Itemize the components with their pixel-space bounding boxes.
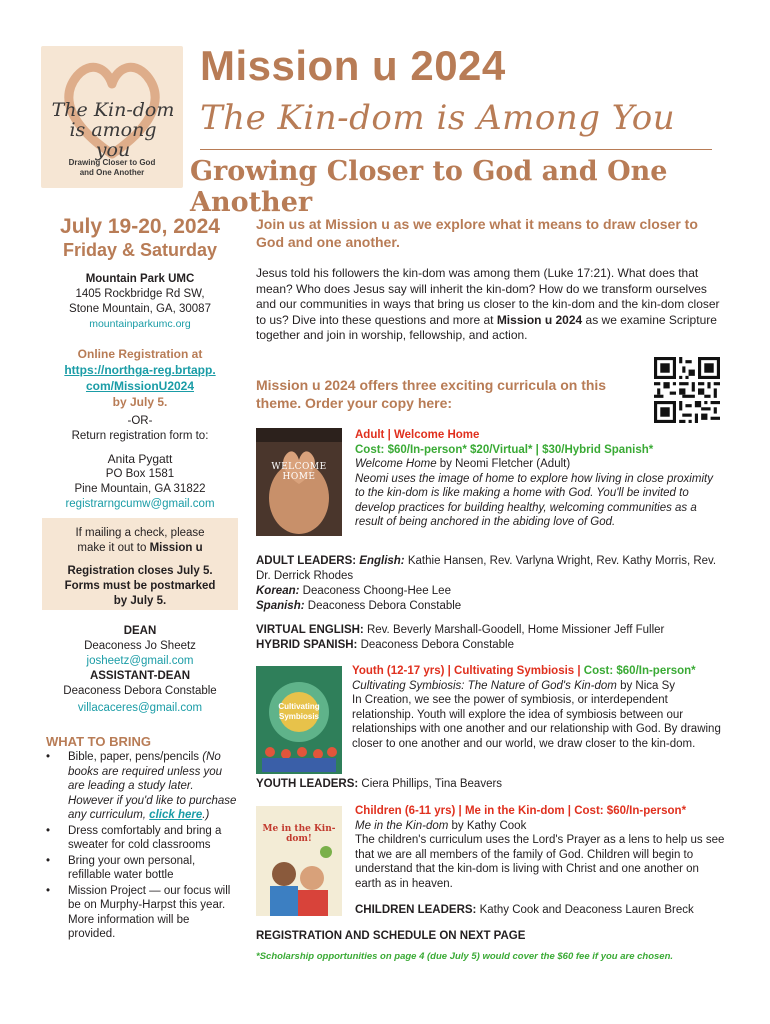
venue-block [42, 272, 238, 332]
dean-label: DEAN [123, 625, 157, 637]
children-book-cover[interactable] [256, 806, 342, 916]
list-item: • Mission Project — our focus will be on Murphy-Harpst this year. More information will be provided. [46, 884, 231, 940]
dean-name: Deaconess Jo Sheetz [84, 640, 196, 652]
staff-block [42, 624, 238, 716]
mail-registration-block [42, 414, 238, 512]
venue-address-1: 1405 Rockbridge Rd SW, [75, 288, 205, 300]
postmark-deadline: by July 5. [113, 595, 167, 607]
what-to-bring-heading: WHAT TO BRING [46, 734, 151, 749]
adult-book-cover[interactable] [256, 428, 342, 536]
contact-email-link[interactable]: registrarngcumw@gmail.com [65, 498, 215, 510]
registration-block [42, 346, 238, 410]
adult-title: Adult | Welcome Home [355, 429, 480, 441]
children-cover-illustration [256, 806, 342, 916]
children-description: The children's curriculum uses the Lord's Prayer as a lens to help us see that we are all members of the family of God. Children will begin to understand that the kin-dom is living with Christ and one another on earth as in heaven. [355, 834, 725, 890]
contact-name: Anita Pygatt [107, 452, 173, 466]
mail-check-line-1: If mailing a check, please [75, 527, 205, 539]
logo-tagline-1: Drawing Closer to God [68, 158, 156, 167]
youth-title: Youth (12-17 yrs) | Cultivating Symbiosis | [352, 665, 584, 677]
return-form-label: Return registration form to: [71, 430, 209, 442]
payable-to: Mission u [149, 542, 203, 554]
contact-city: Pine Mountain, GA 31822 [74, 483, 206, 495]
youth-leaders: YOUTH LEADERS: Ciera Phillips, Tina Beavers [256, 778, 503, 790]
online-registration-label: Online Registration at [77, 347, 203, 361]
page-title: Mission u 2024 [200, 42, 506, 89]
click-here-link[interactable]: click here [149, 809, 203, 821]
youth-description: In Creation, we see the power of symbiosis, or interdependent relationship. Youth will explore the idea of symbiosis between our relationships with one another and our relationship with God. By drawing closer to one another and our world, we draw closer to the kin-dom. [352, 694, 721, 750]
event-date: July 19-20, 2024 [60, 215, 220, 238]
logo-tagline-2: and One Another [79, 168, 145, 177]
logo-line-2: is among you [69, 119, 157, 161]
children-curriculum [355, 804, 725, 918]
header-divider [200, 149, 712, 150]
list-item: • Dress comfortably and bring a sweater for cold classrooms [46, 824, 222, 851]
script-title: The Kin-dom is Among You [200, 98, 676, 138]
mail-check-line-2: make it out to [77, 542, 150, 554]
assistant-dean-label: ASSISTANT-DEAN [89, 670, 191, 682]
next-page-note: REGISTRATION AND SCHEDULE ON NEXT PAGE [256, 930, 526, 942]
intro-heading: Join us at Mission u as we explore what it means to draw closer to God and one another. [256, 216, 698, 250]
logo-line-1: The Kin-dom [51, 99, 175, 121]
adult-curriculum [355, 428, 725, 530]
postmark-note: Forms must be postmarked [64, 580, 216, 592]
assistant-dean-email-link[interactable]: villacaceres@gmail.com [77, 702, 203, 714]
children-leaders-names: Kathy Cook and Deaconess Lauren Breck [476, 904, 694, 916]
adult-book-author: by Neomi Fletcher (Adult) [436, 458, 571, 470]
youth-book-cover[interactable] [256, 666, 342, 774]
registration-deadline: by July 5. [112, 395, 168, 409]
list-item: • Bring your own personal, refillable water bottle [46, 854, 196, 881]
scholarship-note: *Scholarship opportunities on page 4 (due July 5) would cover the $60 fee if you are chosen. [256, 951, 674, 962]
adult-cost: Cost: $60/In-person* $20/Virtual* | $30/Hybrid Spanish* [355, 443, 654, 456]
children-book-author: by Kathy Cook [448, 819, 527, 832]
adult-leaders: ADULT LEADERS: English: Kathie Hansen, Rev. Varlyna Wright, Rev. Kathy Morris, Rev. Dr. Derrick Rhodes Korean: Deaconess Choong-Hee Lee Spanish: Deaconess Debora Constable VIRTUAL ENGLISH: Rev. Beverly Marshall-Goodell, Home Missioner Jeff Fuller HYBRID SPANISH: Deaconess Debora Constable [256, 555, 717, 651]
assistant-dean-name: Deaconess Debora Constable [63, 685, 217, 697]
registration-url-line-1[interactable]: https://northga-reg.brtapp. [64, 363, 216, 377]
curricula-heading: Mission u 2024 offers three exciting curricula on this theme. Order your copy here: [256, 377, 607, 411]
intro-body: Jesus told his followers the kin-dom was among them (Luke 17:21). What does that mean? Who does Jesus say will inherit the kin-dom? How do we transform ourselves and our communities in ways that bring us closer to the kin-dom and the kin-dom closer to us? Dive into these questions and more at Mission u 2024 as we examine Scripture together and join in worship, fellowship, and action. [256, 266, 720, 342]
qr-code-icon[interactable] [654, 357, 720, 423]
what-to-bring-list [46, 750, 238, 943]
venue-name: Mountain Park UMC [85, 273, 195, 285]
event-logo [41, 46, 183, 188]
adult-cover-title: WELCOME HOME [271, 462, 327, 482]
venue-address-2: Stone Mountain, GA, 30087 [69, 303, 211, 315]
children-title: Children (6-11 yrs) | Me in the Kin-dom | Cost: $60/In-person* [355, 805, 687, 817]
list-item: • Bible, paper, pens/pencils (No books are required unless you are leading a study later. However if you'd like to purchase any curriculum, click here.) [46, 751, 237, 821]
registration-url-line-2[interactable]: com/MissionU2024 [85, 379, 195, 393]
mailing-check-box [42, 518, 238, 610]
adult-book-title: Welcome Home [355, 458, 437, 470]
event-days: Friday & Saturday [62, 240, 218, 260]
adult-description: Neomi uses the image of home to explore how living in close proximity to the kin-dom is like making a home with God. You'll be invited to develop practices for building healthy, welcoming communities as a result of being anchored in the abiding love of God. [355, 472, 713, 528]
children-cover-title: Me in the Kin-dom! [262, 824, 336, 844]
youth-cost: Cost: $60/In-person* [583, 665, 696, 677]
youth-book-title: Cultivating Symbiosis: The Nature of God's Kin-dom [352, 679, 617, 692]
adult-cover-illustration [256, 428, 342, 536]
subtitle: Growing Closer to God and One Another [190, 156, 668, 218]
venue-website-link[interactable]: mountainparkumc.org [89, 318, 191, 330]
children-leaders-label: CHILDREN LEADERS: [355, 904, 477, 916]
contact-po-box: PO Box 1581 [105, 468, 175, 480]
youth-cover-title: Cultivating Symbiosis [278, 702, 320, 721]
or-separator: -OR- [127, 415, 153, 427]
dean-email-link[interactable]: josheetz@gmail.com [86, 655, 194, 667]
youth-book-author: by Nica Sy [616, 679, 676, 692]
registration-closes: Registration closes July 5. [67, 565, 213, 577]
youth-curriculum [352, 664, 724, 751]
children-book-title: Me in the Kin-dom [355, 819, 449, 832]
